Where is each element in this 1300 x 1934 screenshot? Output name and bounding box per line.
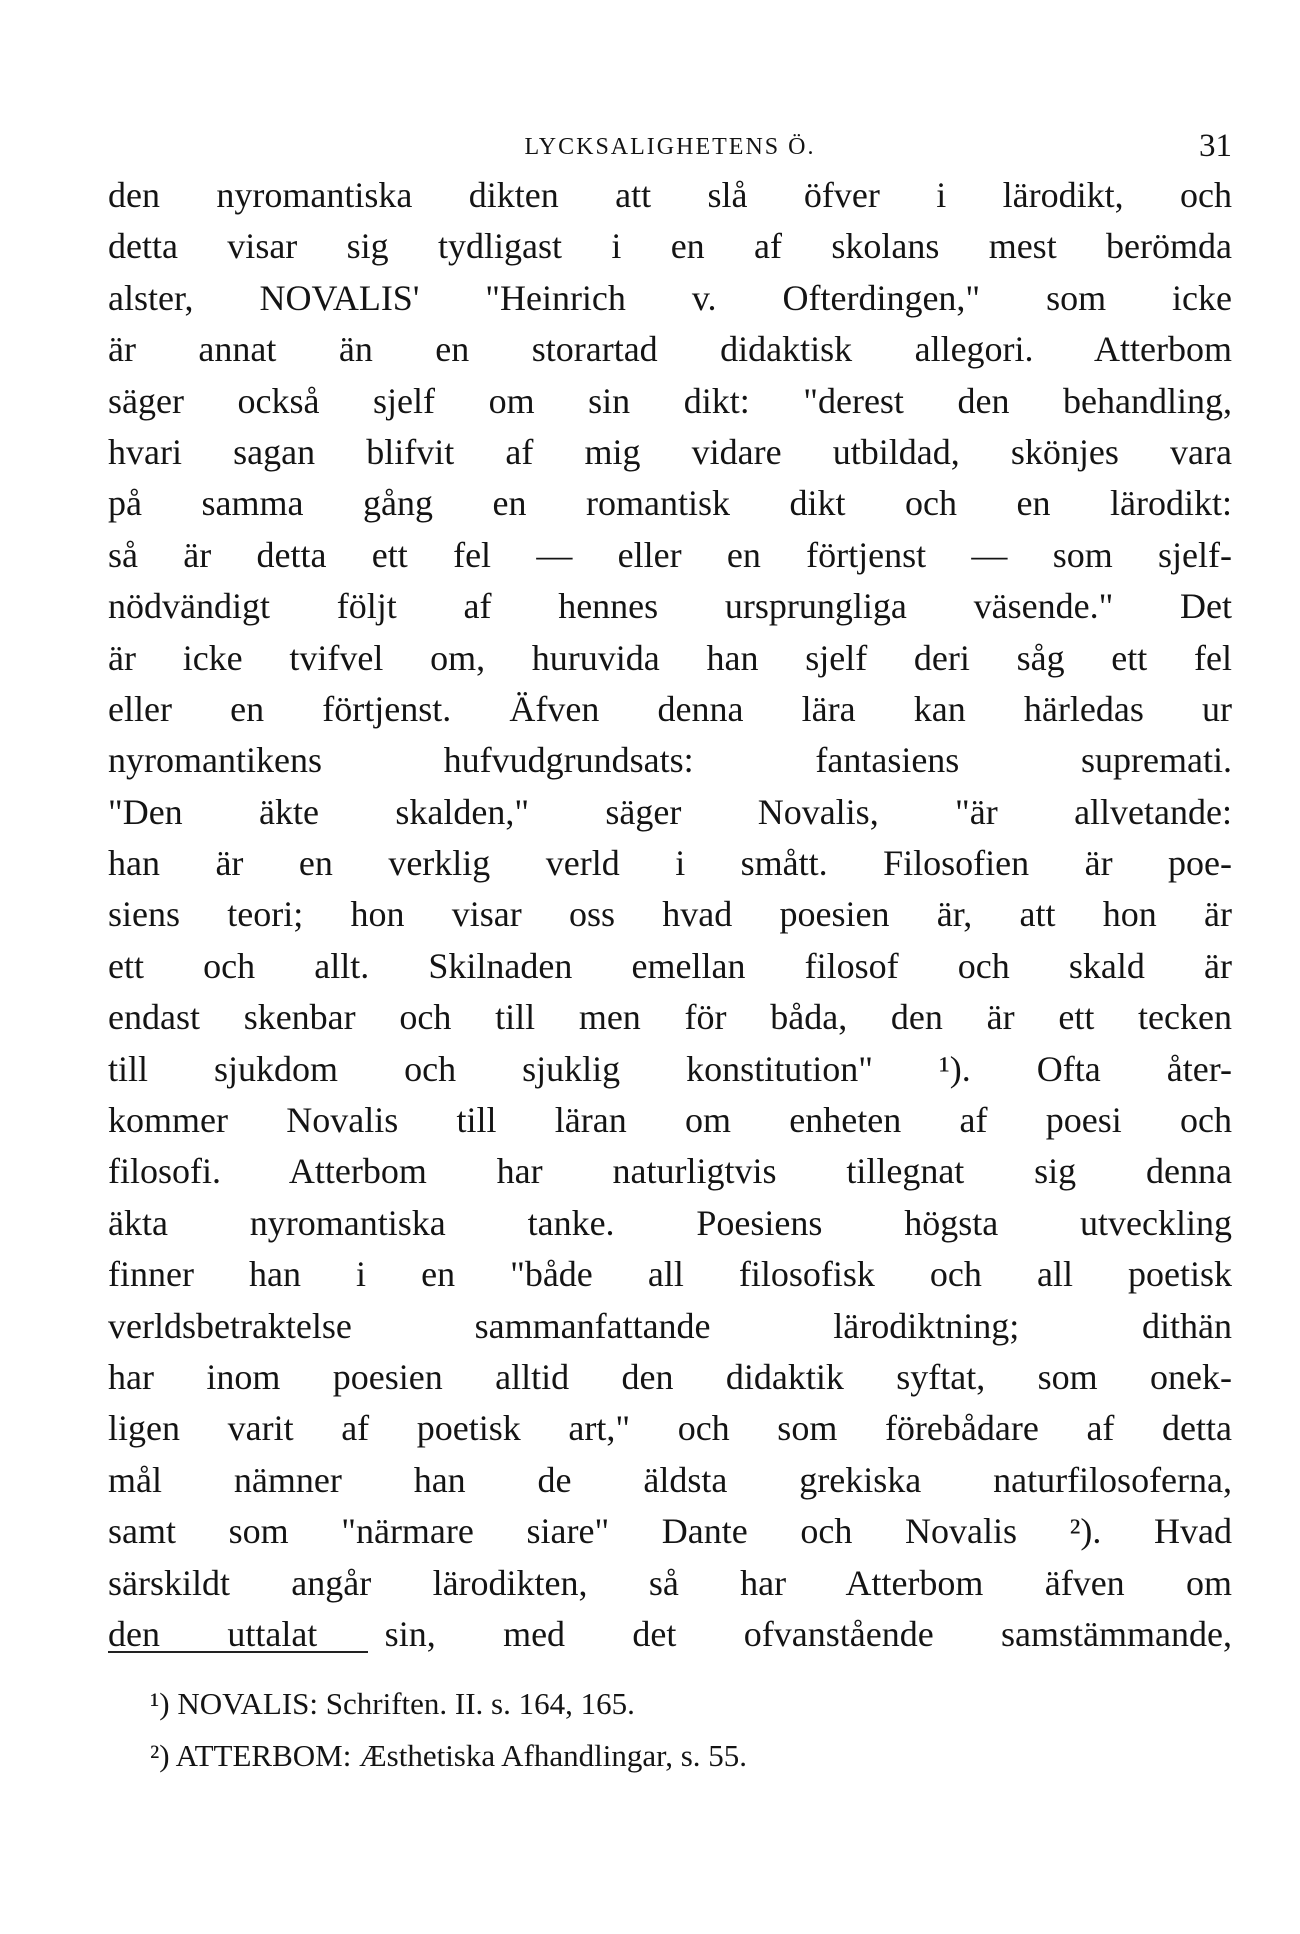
footnote-2: ²) ATTERBOM: Æsthetiska Afhandlingar, s. 55. [150, 1738, 748, 1773]
page-number: 31 [1199, 128, 1232, 164]
text-line: nyromantikens hufvudgrundsats: fantasiens suprematі. [108, 740, 1232, 781]
text-line: detta visar sig tydligast i en af skolans mest berömda [108, 226, 1232, 267]
text-line: på samma gång en romantisk dikt och en lärodikt: [108, 483, 1232, 524]
text-line: eller en förtjenst. Äfven denna lära kan härledas ur [108, 688, 1232, 729]
text-line: till sjukdom och sjuklig konstitution" ¹). Ofta åter- [108, 1048, 1232, 1089]
text-line: är annat än en storartad didaktisk allegori. Atterbom [108, 329, 1232, 370]
text-line: kommer Novalis till läran om enheten af poesi och [108, 1100, 1232, 1141]
text-line: hvari sagan blifvit af mig vidare utbildad, skönjes vara [108, 431, 1232, 472]
text-line: finner han i en "både all filosofisk och all poetisk [108, 1254, 1232, 1295]
text-line: alster, NOVALIS' "Heinrich v. Ofterdingen," som icke [108, 277, 1232, 318]
text-line: "Den äkte skalden," säger Novalis, "är allvetande: [108, 791, 1232, 832]
text-line: är icke tvifvel om, huruvida han sjelf deri såg ett fel [108, 637, 1232, 678]
text-line: den uttalat sin, med det ofvanstående samstämmande, [108, 1613, 1232, 1654]
text-line: verldsbetraktelse sammanfattande lärodiktning; dithän [108, 1305, 1232, 1346]
text-line: filosofi. Atterbom har naturligtvis tillegnat sig denna [108, 1151, 1232, 1192]
text-line: har inom poesien alltid den didaktik syftat, som onek- [108, 1356, 1232, 1397]
text-line: särskildt angår lärodikten, så har Atterbom äfven om [108, 1562, 1232, 1603]
text-line: äkta nyromantiska tanke. Poesiens högsta utveckling [108, 1202, 1232, 1243]
text-line: nödvändigt följt af hennes ursprungliga väsende." Det [108, 586, 1232, 627]
text-line: den nyromantiska dikten att slå öfver i lärodikt, och [108, 175, 1232, 215]
text-line: samt som "närmare siare" Dante och Novalis ²). Hvad [108, 1511, 1232, 1552]
text-line: han är en verklig verld i smått. Filosofien är poe- [108, 843, 1232, 884]
text-line: siens teori; hon visar oss hvad poesien är, att hon är [108, 894, 1232, 935]
running-head: LYCKSALIGHETENS Ö. [524, 134, 816, 160]
footnotes [150, 1678, 1150, 1782]
page-header [108, 128, 1232, 168]
text-line: säger också sjelf om sin dikt: "derest den behandling, [108, 380, 1232, 421]
text-line: endast skenbar och till men för båda, den är ett tecken [108, 997, 1232, 1038]
body-text [108, 170, 1232, 1660]
footnote-divider [108, 1651, 368, 1653]
text-line: så är detta ett fel — eller en förtjenst — som sjelf- [108, 534, 1232, 575]
text-line: ett och allt. Skilnaden emellan filosof och skald är [108, 945, 1232, 986]
text-line: ligen varit af poetisk art," och som förebådare af detta [108, 1408, 1232, 1449]
text-line: mål nämner han de äldsta grekiska naturfilosoferna, [108, 1459, 1232, 1500]
footnote-1: ¹) NOVALIS: Schriften. II. s. 164, 165. [150, 1686, 635, 1721]
